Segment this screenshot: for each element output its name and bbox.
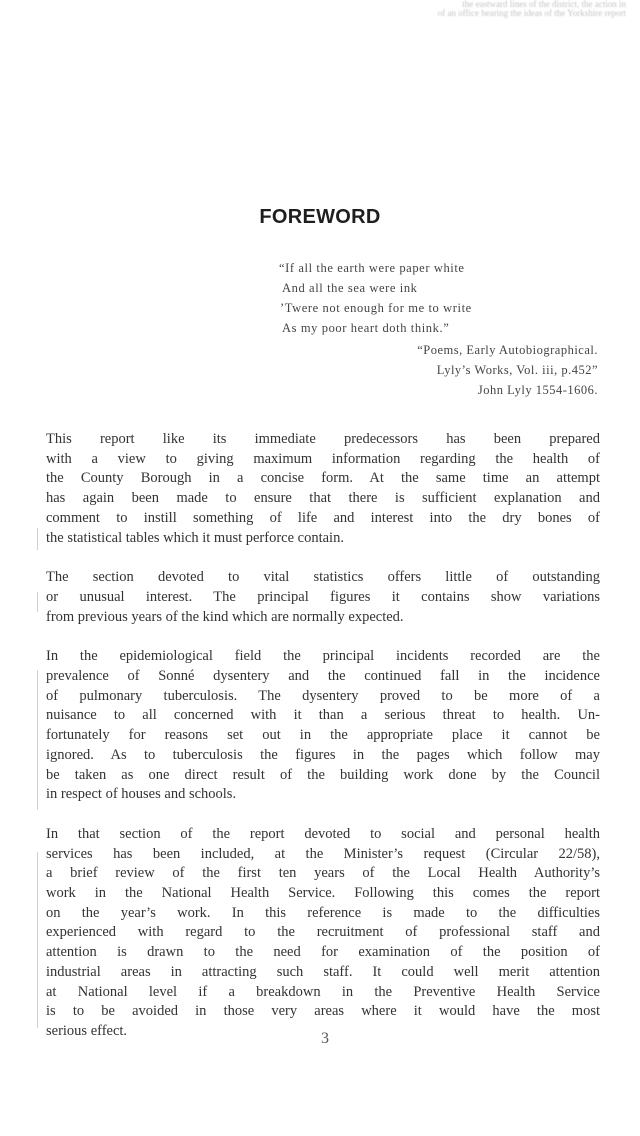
paragraph — [46, 430, 600, 548]
citation-line: John Lyly 1554-1606. — [477, 383, 598, 397]
margin-mark — [37, 528, 38, 550]
bleed-through-text — [395, 0, 640, 18]
paragraph-line: attention is drawn to the need for examination of the position of — [46, 944, 600, 961]
body-text — [46, 430, 600, 1062]
page-number: 3 — [321, 1030, 329, 1047]
paragraph-line: the County Borough in a concise form. At the same time an attempt — [46, 470, 600, 487]
paragraph-line: the statistical tables which it must perforce contain. — [46, 529, 344, 546]
paragraph — [46, 825, 600, 1042]
paragraph-line: serious effect. — [46, 1022, 128, 1039]
paragraph-line: a brief review of the first ten years of the Local Health Authority’s — [46, 865, 600, 882]
poem-line: “If all the earth were paper white — [279, 261, 465, 275]
margin-mark — [37, 592, 38, 612]
margin-mark — [37, 670, 38, 810]
paragraph-line: This report like its immediate predecessors has been prepared — [46, 431, 600, 447]
poem-line: And all the sea were ink — [282, 281, 418, 295]
paragraph-line: in respect of houses and schools. — [46, 786, 237, 803]
paragraph-line: from previous years of the kind which are normally expected. — [46, 608, 404, 625]
bleed-line: of an office bearing the ideas of the Yorkshire report — [437, 8, 626, 18]
paragraph-line: at National level if a breakdown in the Preventive Health Service — [46, 983, 600, 1000]
paragraph-line: In the epidemiological field the principal incidents recorded are the — [46, 648, 600, 665]
epigraph-citation — [298, 340, 598, 400]
paragraph-line: experienced with regard to the recruitment of professional staff and — [46, 924, 600, 941]
citation-line: “Poems, Early Autobiographical. — [417, 343, 598, 357]
paragraph-line: on the year’s work. In this reference is made to the difficulties — [46, 904, 600, 921]
paragraph-line: In that section of the report devoted to social and personal health — [46, 825, 600, 842]
page-title: FOREWORD — [259, 206, 381, 228]
paragraph-line: of pulmonary tuberculosis. The dysentery proved to be more of a — [46, 687, 600, 704]
paragraph — [46, 647, 600, 805]
paragraph-line: comment to instill something of life and interest into the dry bones of — [46, 509, 600, 526]
margin-mark — [37, 852, 38, 1028]
paragraph-line: industrial areas in attracting such staff. It could well merit attention — [46, 963, 600, 980]
paragraph-line: is to be avoided in those very areas where it would have the most — [46, 1003, 600, 1020]
paragraph-line: be taken as one direct result of the building work done by the Council — [46, 766, 600, 783]
paragraph-line: has again been made to ensure that there is sufficient explanation and — [46, 490, 600, 507]
paragraph-line: work in the National Health Service. Following this comes the report — [46, 885, 600, 902]
poem-line: ’Twere not enough for me to write — [280, 301, 472, 315]
paragraph-line: prevalence of Sonné dysentery and the continued fall in the incidence — [46, 668, 600, 685]
paragraph — [46, 568, 600, 627]
bleed-line: the eastward lines of the district, the action in — [462, 0, 626, 9]
paragraph-line: or unusual interest. The principal figures it contains show variations — [46, 588, 600, 605]
citation-line: Lyly’s Works, Vol. iii, p.452” — [436, 363, 598, 377]
paragraph-line: The section devoted to vital statistics offers little of outstanding — [46, 569, 600, 586]
epigraph-poem — [279, 258, 599, 338]
paragraph-line: ignored. As to tuberculosis the figures in the pages which follow may — [46, 746, 600, 763]
paragraph-line: services has been included, at the Minister’s request (Circular 22/58), — [46, 845, 600, 862]
paragraph-line: fortunately for reasons set out in the appropriate place it cannot be — [46, 727, 600, 744]
paragraph-line: with a view to giving maximum information regarding the health of — [46, 450, 600, 467]
paragraph-line: nuisance to all concerned with it than a serious threat to health. Un- — [46, 707, 600, 724]
poem-line: As my poor heart doth think.” — [282, 321, 450, 335]
